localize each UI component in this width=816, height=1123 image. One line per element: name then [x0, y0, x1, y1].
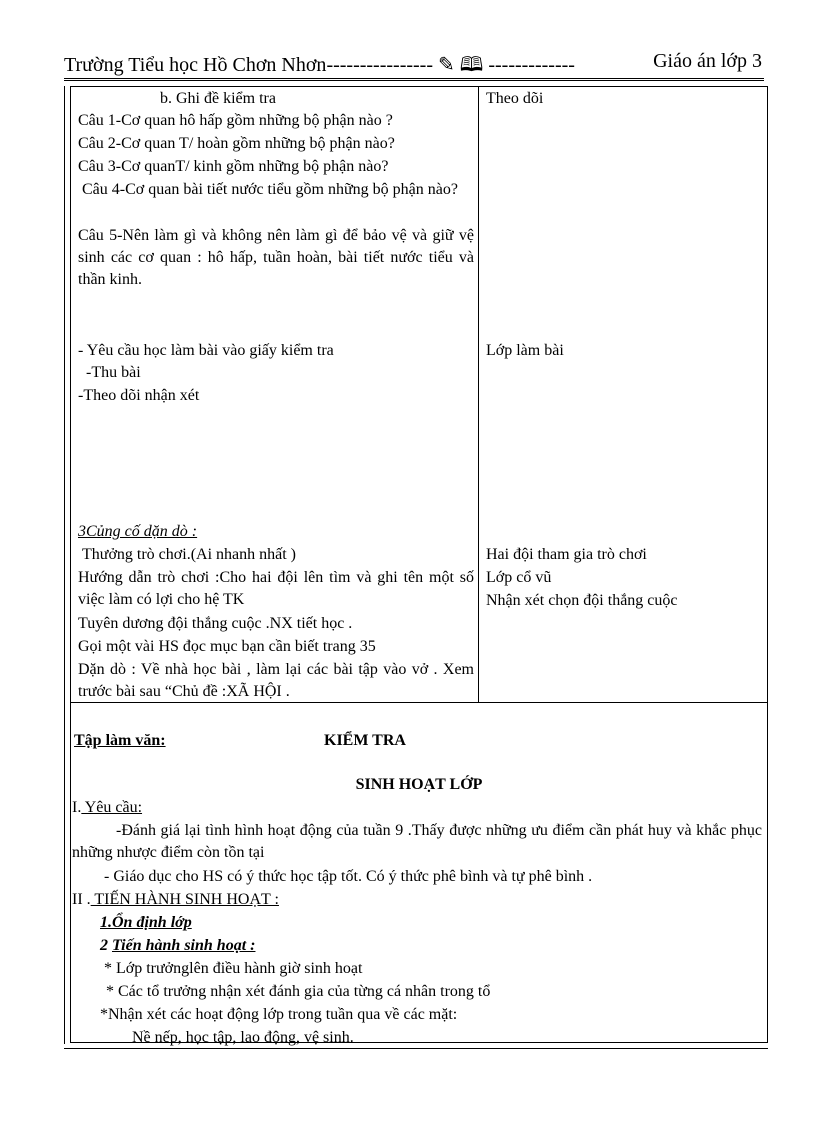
mid-instruction-2: -Thu bài — [86, 364, 141, 381]
activity-item-1: * Lớp trưởnglên điều hành giờ sinh hoạt — [104, 960, 363, 977]
right-bottom-2: Lớp cổ vũ — [486, 569, 552, 586]
page-header — [64, 50, 764, 80]
activity-item-4: Nề nếp, học tập, lao động, vệ sinh. — [132, 1029, 354, 1046]
section-2-heading — [72, 889, 279, 911]
step-2-label: Tiến hành sinh hoạt : — [112, 937, 256, 954]
step-2-number: 2 — [100, 937, 112, 954]
section-1-label: Yêu cầu: — [81, 799, 143, 816]
bottom-line-5: Dặn dò : Về nhà học bài , làm lại các bài tập vào vở . Xem trước bài sau “Chủ đề :XÃ HỘI . — [78, 661, 474, 700]
question-1: Câu 1-Cơ quan hô hấp gồm những bộ phận nào ? — [78, 112, 393, 129]
question-4: Câu 4-Cơ quan bài tiết nước tiểu gồm những bộ phận nào? — [82, 181, 458, 198]
school-name: Trường Tiểu học Hồ Chơn Nhơn — [64, 54, 327, 76]
mid-instruction-3: -Theo dõi nhận xét — [78, 387, 200, 404]
kiem-tra-title: KIỂM TRA — [324, 732, 406, 749]
on-dinh-lop: 1.Ổn định lớp — [100, 914, 192, 931]
header-subject: Giáo án lớp 3 — [653, 50, 762, 72]
right-theo-doi: Theo dõi — [486, 90, 544, 107]
header-rule — [64, 78, 764, 79]
requirement-2: - Giáo dục cho HS có ý thức học tập tốt. Có ý thức phê bình và tự phê bình . — [104, 868, 593, 885]
right-lop-lam-bai: Lớp làm bài — [486, 342, 564, 359]
right-bottom-1: Hai đội tham gia trò chơi — [486, 546, 647, 563]
outer-left-rule — [64, 86, 65, 1044]
tap-lam-van-label: Tập làm văn: — [74, 732, 166, 749]
bottom-line-2: Hướng dẫn trò chơi :Cho hai đội lên tìm và ghi tên một số việc làm có lợi cho hệ TK — [78, 569, 474, 608]
mid-instruction-1: - Yêu cầu học làm bài vào giấy kiểm tra — [78, 342, 334, 359]
tien-hanh-sinh-hoat — [100, 935, 255, 957]
question-3: Câu 3-Cơ quanT/ kinh gồm những bộ phận nào? — [78, 158, 389, 175]
section-3-title: 3Củng cố dặn dò : — [78, 523, 198, 540]
table-column-divider — [478, 86, 479, 703]
section-2-number: II . — [72, 891, 91, 908]
activity-item-3: *Nhận xét các hoạt động lớp trong tuần qua về các mặt: — [100, 1006, 458, 1023]
header-rule-double — [64, 80, 764, 81]
question-5: Câu 5-Nên làm gì và không nên làm gì để bảo vệ và giữ vệ sinh các cơ quan : hô hấp, tuần hoàn, bài tiết nước tiểu và thần kinh. — [78, 227, 474, 288]
header-divider: ---------------- ✎ 🕮 ------------- — [326, 54, 575, 76]
section-1-number: I. — [72, 799, 82, 816]
bottom-line-4: Gọi một vài HS đọc mục bạn cần biết trang 35 — [78, 638, 376, 655]
activity-item-2: * Các tổ trưởng nhận xét đánh gia của từng cá nhân trong tổ — [106, 983, 491, 1000]
requirement-1: -Đánh giá lại tình hình hoạt động của tuần 9 .Thấy được những ưu điểm cần phát huy và khắc phục những nhược điểm còn tồn tại — [72, 822, 762, 861]
section-1-heading — [72, 797, 142, 819]
bottom-line-3: Tuyên dương đội thắng cuộc .NX tiết học . — [78, 615, 353, 632]
question-2: Câu 2-Cơ quan T/ hoàn gồm những bộ phận nào? — [78, 135, 395, 152]
exam-heading: b. Ghi đề kiểm tra — [160, 90, 276, 107]
section-2-label: TIẾN HÀNH SINH HOẠT : — [90, 891, 279, 908]
sinh-hoat-title: SINH HOẠT LỚP — [355, 776, 483, 793]
right-bottom-3: Nhận xét chọn đội thắng cuộc — [486, 592, 678, 609]
bottom-line-1: Thưởng trò chơi.(Ai nhanh nhất ) — [82, 546, 296, 563]
